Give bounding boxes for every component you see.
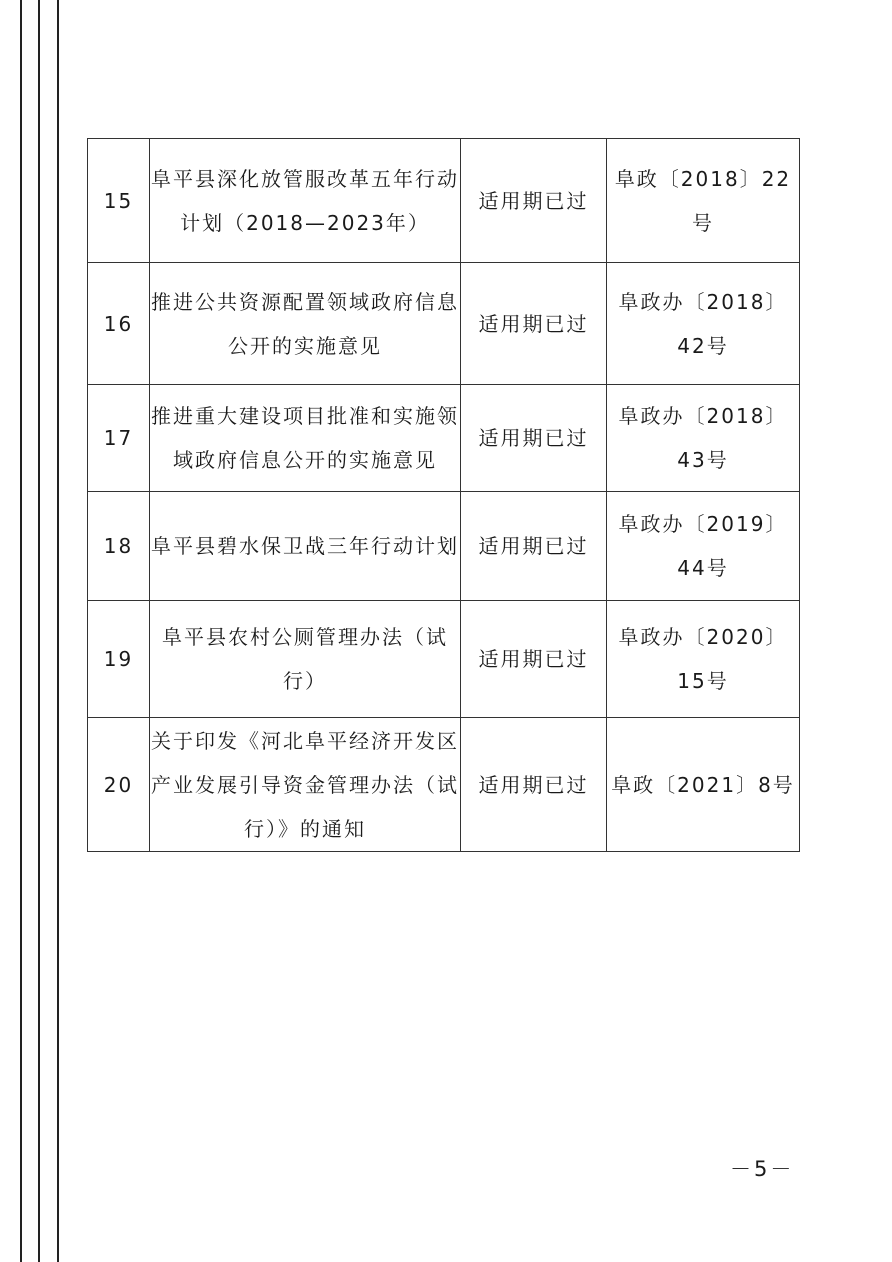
row-number: 20 [88, 718, 150, 852]
document-number: 阜政办〔2020〕15号 [607, 601, 800, 718]
document-number: 阜政〔2018〕22号 [607, 139, 800, 263]
document-title: 阜平县深化放管服改革五年行动计划（2018—2023年） [150, 139, 461, 263]
document-status: 适用期已过 [461, 139, 607, 263]
document-number: 阜政办〔2018〕43号 [607, 385, 800, 492]
document-status: 适用期已过 [461, 492, 607, 601]
row-number: 15 [88, 139, 150, 263]
page-number: －5－ [730, 1157, 795, 1181]
binding-line [38, 0, 40, 1262]
document-number: 阜政〔2021〕8号 [607, 718, 800, 852]
table-row [88, 718, 800, 852]
document-status: 适用期已过 [461, 263, 607, 385]
document-title: 推进重大建设项目批准和实施领域政府信息公开的实施意见 [150, 385, 461, 492]
document-title: 推进公共资源配置领域政府信息公开的实施意见 [150, 263, 461, 385]
document-number: 阜政办〔2018〕42号 [607, 263, 800, 385]
table-row [88, 601, 800, 718]
document-number: 阜政办〔2019〕44号 [607, 492, 800, 601]
table-row [88, 263, 800, 385]
document-status: 适用期已过 [461, 385, 607, 492]
document-title: 阜平县农村公厕管理办法（试行） [150, 601, 461, 718]
row-number: 18 [88, 492, 150, 601]
table-row [88, 492, 800, 601]
row-number: 16 [88, 263, 150, 385]
table-row [88, 139, 800, 263]
row-number: 17 [88, 385, 150, 492]
binding-line [57, 0, 59, 1262]
abolished-documents-table [87, 138, 800, 852]
document-status: 适用期已过 [461, 718, 607, 852]
row-number: 19 [88, 601, 150, 718]
document-title: 阜平县碧水保卫战三年行动计划 [150, 492, 461, 601]
document-status: 适用期已过 [461, 601, 607, 718]
table-row [88, 385, 800, 492]
document-title: 关于印发《河北阜平经济开发区产业发展引导资金管理办法（试行）》的通知 [150, 718, 461, 852]
binding-line [20, 0, 22, 1262]
